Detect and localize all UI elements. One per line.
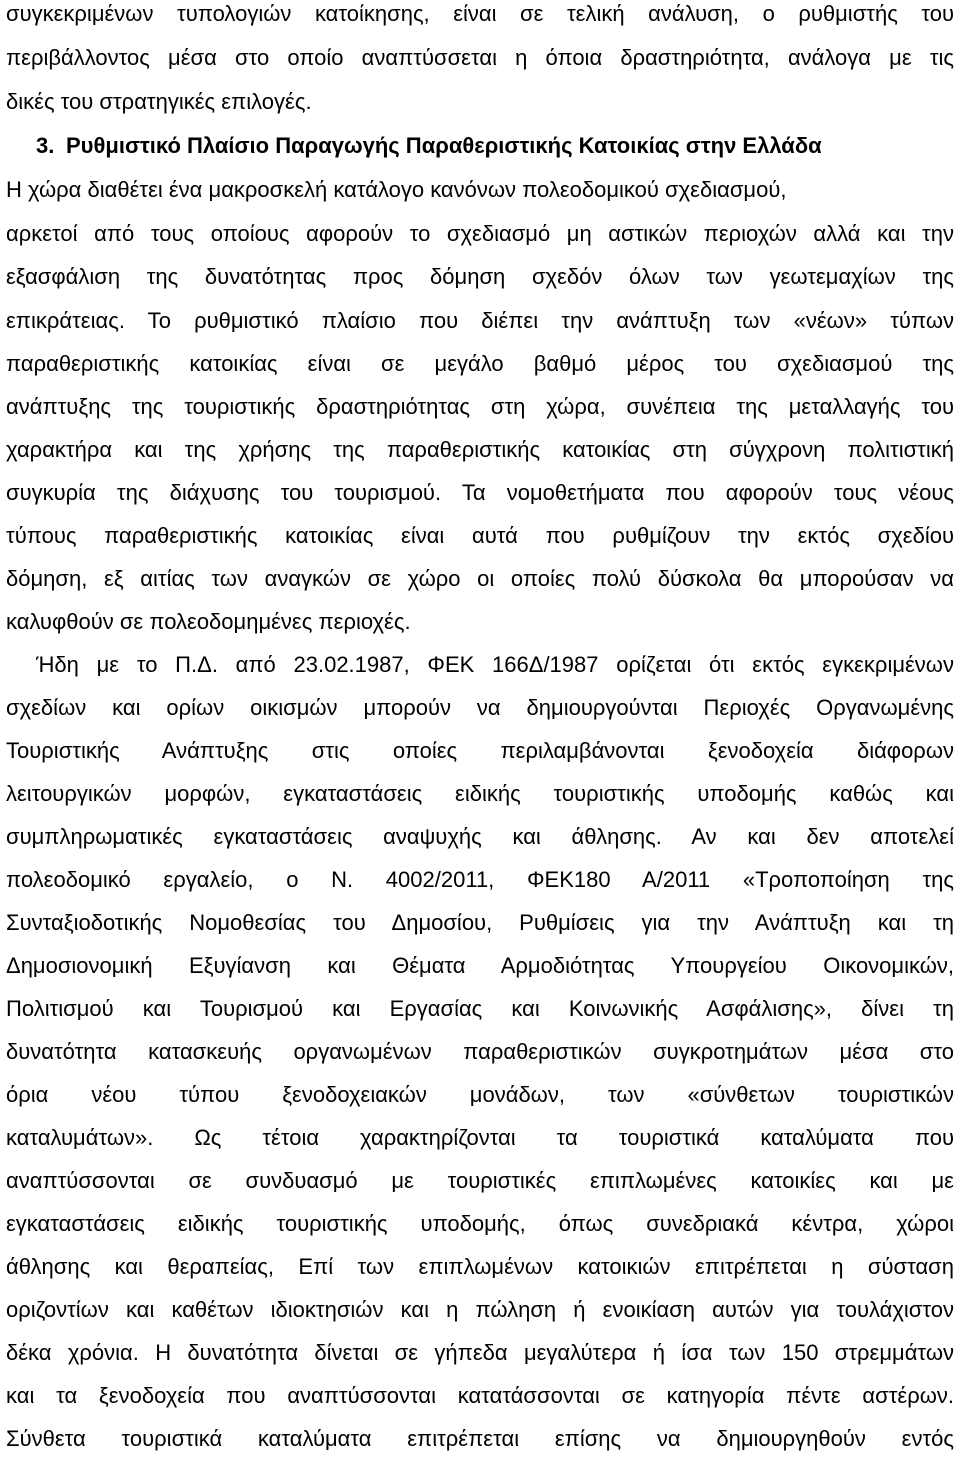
section-title: Ρυθμιστικό Πλαίσιο Παραγωγής Παραθεριστικής Κατοικίας στην Ελλάδα: [66, 133, 822, 158]
paragraph-line: Δημοσιονομική Εξυγίανση και Θέματα Αρμοδιότητας Υπουργείου Οικονομικών,: [6, 953, 954, 978]
paragraph-line: όρια νέου τύπου ξενοδοχειακών μονάδων, των «σύνθετων τουριστικών: [6, 1082, 954, 1107]
paragraph-line: Η χώρα διαθέτει ένα μακροσκελή κατάλογο κανόνων πολεοδομικού σχεδιασμού,: [6, 177, 787, 202]
section-number: 3.: [36, 133, 55, 158]
paragraph-line: ανάπτυξης της τουριστικής δραστηριότητας στη χώρα, συνέπεια της μεταλλαγής του: [6, 394, 954, 419]
intro-line-3: δικές του στρατηγικές επιλογές.: [6, 89, 312, 114]
paragraph-line: Ήδη με το Π.Δ. από 23.02.1987, ΦΕΚ 166Δ/1987 ορίζεται ότι εκτός εγκεκριμένων: [36, 652, 954, 677]
paragraph-line: Συνταξιοδοτικής Νομοθεσίας του Δημοσίου, Ρυθμίσεις για την Ανάπτυξη και τη: [6, 910, 954, 935]
paragraph-line: λειτουργικών μορφών, εγκαταστάσεις ειδικής τουριστικής υποδομής καθώς και: [6, 781, 954, 806]
paragraph-line: αναπτύσσονται σε συνδυασμό με τουριστικές επιπλωμένες κατοικίες και με: [6, 1168, 954, 1193]
paragraph-line: άθλησης και θεραπείας, Επί των επιπλωμένων κατοικιών επιτρέπεται η σύσταση: [6, 1254, 954, 1279]
paragraph-line: σχεδίων και ορίων οικισμών μπορούν να δημιουργούνται Περιοχές Οργανωμένης: [6, 695, 954, 720]
paragraph-line: χαρακτήρα και της χρήσης της παραθεριστικής κατοικίας στη σύγχρονη πολιτιστική: [6, 437, 954, 462]
paragraph-line: δόμηση, εξ αιτίας των αναγκών σε χώρο οι οποίες πολύ δύσκολα θα μπορούσαν να: [6, 566, 954, 591]
paragraph-line: Πολιτισμού και Τουρισμού και Εργασίας και Κοινωνικής Ασφάλισης», δίνει τη: [6, 996, 954, 1021]
paragraph-line: δέκα χρόνια. Η δυνατότητα δίνεται σε γήπεδα μεγαλύτερα ή ίσα των 150 στρεμμάτων: [6, 1340, 954, 1365]
paragraph-line: Τουριστικής Ανάπτυξης στις οποίες περιλαμβάνονται ξενοδοχεία διάφορων: [6, 738, 954, 763]
paragraph-line: εξασφάλιση της δυνατότητας προς δόμηση σχεδόν όλων των γεωτεμαχίων της: [6, 264, 954, 289]
intro-line-2: περιβάλλοντος μέσα στο οποίο αναπτύσσεται η όποια δραστηριότητα, ανάλογα με τις: [6, 45, 954, 70]
paragraph-line: τύπους παραθεριστικής κατοικίας είναι αυτά που ρυθμίζουν την εκτός σχεδίου: [6, 523, 954, 548]
paragraph-line: συμπληρωματικές εγκαταστάσεις αναψυχής και άθλησης. Αν και δεν αποτελεί: [6, 824, 954, 849]
paragraph-line: πολεοδομικό εργαλείο, ο Ν. 4002/2011, ΦΕΚ180 Α/2011 «Τροποποίηση της: [6, 867, 954, 892]
paragraph-line: παραθεριστικής κατοικίας είναι σε μεγάλο βαθμό μέρος του σχεδιασμού της: [6, 351, 954, 376]
paragraph-line: επικράτειας. Το ρυθμιστικό πλαίσιο που διέπει την ανάπτυξη των «νέων» τύπων: [6, 308, 954, 333]
paragraph-line: καταλυμάτων». Ως τέτοια χαρακτηρίζονται τα τουριστικά καταλύματα που: [6, 1125, 954, 1150]
paragraph-line: συγκυρία της διάχυσης του τουρισμού. Τα νομοθετήματα που αφορούν τους νέους: [6, 480, 954, 505]
paragraph-line: εγκαταστάσεις ειδικής τουριστικής υποδομής, όπως συνεδριακά κέντρα, χώροι: [6, 1211, 954, 1236]
paragraph-line: αρκετοί από τους οποίους αφορούν το σχεδιασμό μη αστικών περιοχών αλλά και την: [6, 221, 954, 246]
section-heading: [6, 124, 954, 168]
paragraph-line: και τα ξενοδοχεία που αναπτύσσονται κατατάσσονται σε κατηγορία πέντε αστέρων.: [6, 1383, 954, 1408]
paragraph-line: καλυφθούν σε πολεοδομημένες περιοχές.: [6, 609, 411, 634]
paragraph-line: δυνατότητα κατασκευής οργανωμένων παραθεριστικών συγκροτημάτων μέσα στο: [6, 1039, 954, 1064]
intro-line-1: συγκεκριμένων τυπολογιών κατοίκησης, είναι σε τελική ανάλυση, ο ρυθμιστής του: [6, 1, 954, 26]
paragraph-line: Σύνθετα τουριστικά καταλύματα επιτρέπεται επίσης να δημιουργηθούν εντός: [6, 1426, 954, 1451]
paragraph-line: οριζοντίων και καθέτων ιδιοκτησιών και η πώληση ή ενοικίαση αυτών για τουλάχιστον: [6, 1297, 954, 1322]
